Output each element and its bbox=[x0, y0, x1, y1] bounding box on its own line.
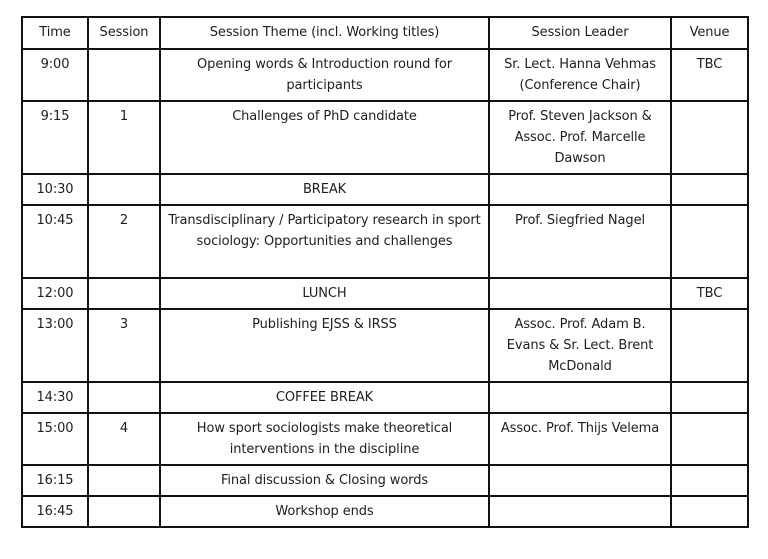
time-cell: 10:45 bbox=[22, 205, 88, 278]
theme-cell: How sport sociologists make theoretical interventions in the discipline bbox=[160, 413, 489, 465]
session-cell: 1 bbox=[88, 101, 160, 174]
venue-cell bbox=[671, 309, 748, 382]
table-row bbox=[22, 309, 748, 382]
leader-cell: Prof. Steven Jackson & Assoc. Prof. Marcelle Dawson bbox=[489, 101, 671, 174]
leader-cell bbox=[489, 496, 671, 527]
leader-cell: Prof. Siegfried Nagel bbox=[489, 205, 671, 278]
session-cell bbox=[88, 465, 160, 496]
time-cell: 9:15 bbox=[22, 101, 88, 174]
venue-cell bbox=[671, 413, 748, 465]
time-cell: 10:30 bbox=[22, 174, 88, 205]
theme-cell: LUNCH bbox=[160, 278, 489, 309]
time-cell: 12:00 bbox=[22, 278, 88, 309]
header-leader: Session Leader bbox=[489, 17, 671, 49]
time-cell: 16:15 bbox=[22, 465, 88, 496]
session-cell bbox=[88, 174, 160, 205]
venue-cell bbox=[671, 101, 748, 174]
leader-cell: Sr. Lect. Hanna Vehmas (Conference Chair) bbox=[489, 49, 671, 101]
table-row bbox=[22, 205, 748, 278]
session-cell: 4 bbox=[88, 413, 160, 465]
theme-cell: Challenges of PhD candidate bbox=[160, 101, 489, 174]
time-cell: 13:00 bbox=[22, 309, 88, 382]
header-session: Session bbox=[88, 17, 160, 49]
venue-cell bbox=[671, 205, 748, 278]
venue-cell bbox=[671, 382, 748, 413]
venue-cell bbox=[671, 496, 748, 527]
session-cell: 2 bbox=[88, 205, 160, 278]
table-row bbox=[22, 465, 748, 496]
time-cell: 14:30 bbox=[22, 382, 88, 413]
table-row bbox=[22, 382, 748, 413]
theme-cell: COFFEE BREAK bbox=[160, 382, 489, 413]
header-time: Time bbox=[22, 17, 88, 49]
theme-cell: Transdisciplinary / Participatory research in sport sociology: Opportunities and challenges bbox=[160, 205, 489, 278]
theme-cell: Workshop ends bbox=[160, 496, 489, 527]
leader-cell bbox=[489, 382, 671, 413]
venue-cell bbox=[671, 465, 748, 496]
workshop-schedule-table bbox=[21, 16, 749, 528]
venue-cell: TBC bbox=[671, 49, 748, 101]
table-row bbox=[22, 174, 748, 205]
time-cell: 16:45 bbox=[22, 496, 88, 527]
theme-cell: Publishing EJSS & IRSS bbox=[160, 309, 489, 382]
theme-cell: Final discussion & Closing words bbox=[160, 465, 489, 496]
leader-cell: Assoc. Prof. Thijs Velema bbox=[489, 413, 671, 465]
leader-cell bbox=[489, 278, 671, 309]
header-theme: Session Theme (incl. Working titles) bbox=[160, 17, 489, 49]
header-row bbox=[22, 17, 748, 49]
venue-cell bbox=[671, 174, 748, 205]
venue-cell: TBC bbox=[671, 278, 748, 309]
header-venue: Venue bbox=[671, 17, 748, 49]
table-row bbox=[22, 413, 748, 465]
session-cell bbox=[88, 496, 160, 527]
table-row bbox=[22, 49, 748, 101]
time-cell: 15:00 bbox=[22, 413, 88, 465]
table-row bbox=[22, 278, 748, 309]
table-row bbox=[22, 101, 748, 174]
session-cell: 3 bbox=[88, 309, 160, 382]
leader-cell: Assoc. Prof. Adam B. Evans & Sr. Lect. Brent McDonald bbox=[489, 309, 671, 382]
table-row bbox=[22, 496, 748, 527]
session-cell bbox=[88, 382, 160, 413]
leader-cell bbox=[489, 174, 671, 205]
theme-cell: BREAK bbox=[160, 174, 489, 205]
session-cell bbox=[88, 49, 160, 101]
leader-cell bbox=[489, 465, 671, 496]
time-cell: 9:00 bbox=[22, 49, 88, 101]
session-cell bbox=[88, 278, 160, 309]
theme-cell: Opening words & Introduction round for participants bbox=[160, 49, 489, 101]
